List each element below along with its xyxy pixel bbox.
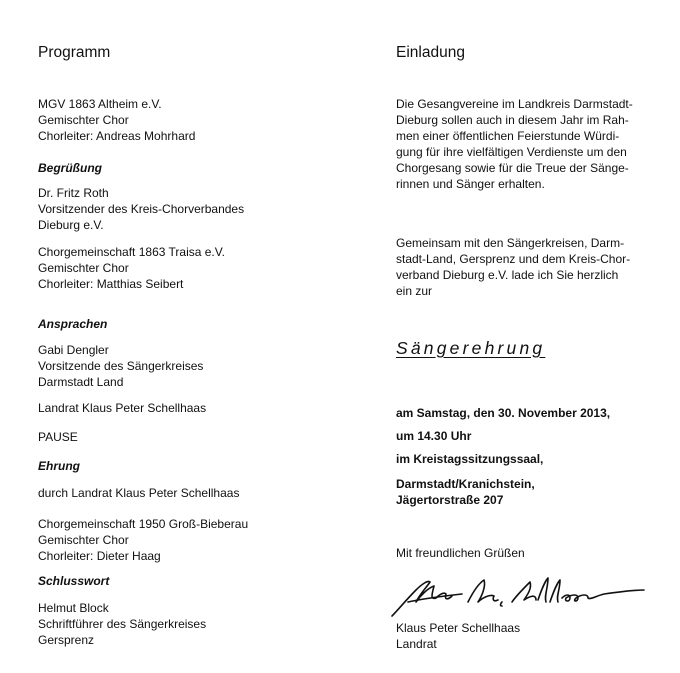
speaker-roth: Dr. Fritz Roth Vorsitzender des Kreis-Chorverbandes Dieburg e.V. [38, 186, 245, 232]
pause-label: PAUSE [38, 430, 78, 444]
section-ehrung: Ehrung [38, 459, 80, 473]
invitation-paragraph-2: Gemeinsam mit den Sängerkreisen, Darm- stadt-Land, Gersprenz und dem Kreis-Chor- verband Dieburg e.V. lade ich Sie herzlich ein zur [396, 236, 631, 298]
signer-block: Klaus Peter Schellhaas Landrat [396, 621, 521, 651]
invitation-paragraph-1: Die Gesangvereine im Landkreis Darmstadt- Dieburg sollen auch in diesem Jahr im Rah- men einer öffentlichen Feierstunde Würdi- gung für ihre vielfältigen Verdienste um den Chorgesang sowie für die Treue der Sänge- rinnen und Sänger erhalten. [396, 97, 633, 191]
performer-gross-bieberau: Chorgemeinschaft 1950 Groß-Bieberau Gemischter Chor Chorleiter: Dieter Haag [38, 517, 249, 563]
performer-altheim: MGV 1863 Altheim e.V. Gemischter Chor Chorleiter: Andreas Mohrhard [38, 97, 196, 143]
event-address: Darmstadt/Kranichstein, Jägertorstraße 207 [396, 477, 535, 507]
honors-by: durch Landrat Klaus Peter Schellhaas [38, 486, 240, 500]
event-date: am Samstag, den 30. November 2013, [396, 406, 611, 420]
signature [386, 572, 650, 620]
closing-greeting: Mit freundlichen Grüßen [396, 546, 525, 560]
event-venue: im Kreistagssitzungssaal, [396, 452, 544, 466]
speaker-block: Helmut Block Schriftführer des Sängerkreises Gersprenz [38, 601, 207, 647]
event-time: um 14.30 Uhr [396, 429, 472, 443]
program-heading: Programm [38, 44, 111, 61]
event-title: Sängerehrung [396, 338, 546, 358]
section-begruessung: Begrüßung [38, 161, 102, 175]
invitation-heading: Einladung [396, 44, 465, 61]
speaker-schellhaas: Landrat Klaus Peter Schellhaas [38, 401, 207, 415]
performer-traisa: Chorgemeinschaft 1863 Traisa e.V. Gemischter Chor Chorleiter: Matthias Seibert [38, 245, 226, 291]
speaker-dengler: Gabi Dengler Vorsitzende des Sängerkreises Darmstadt Land [38, 343, 204, 389]
section-schlusswort: Schlusswort [38, 574, 110, 588]
section-ansprachen: Ansprachen [38, 317, 108, 331]
